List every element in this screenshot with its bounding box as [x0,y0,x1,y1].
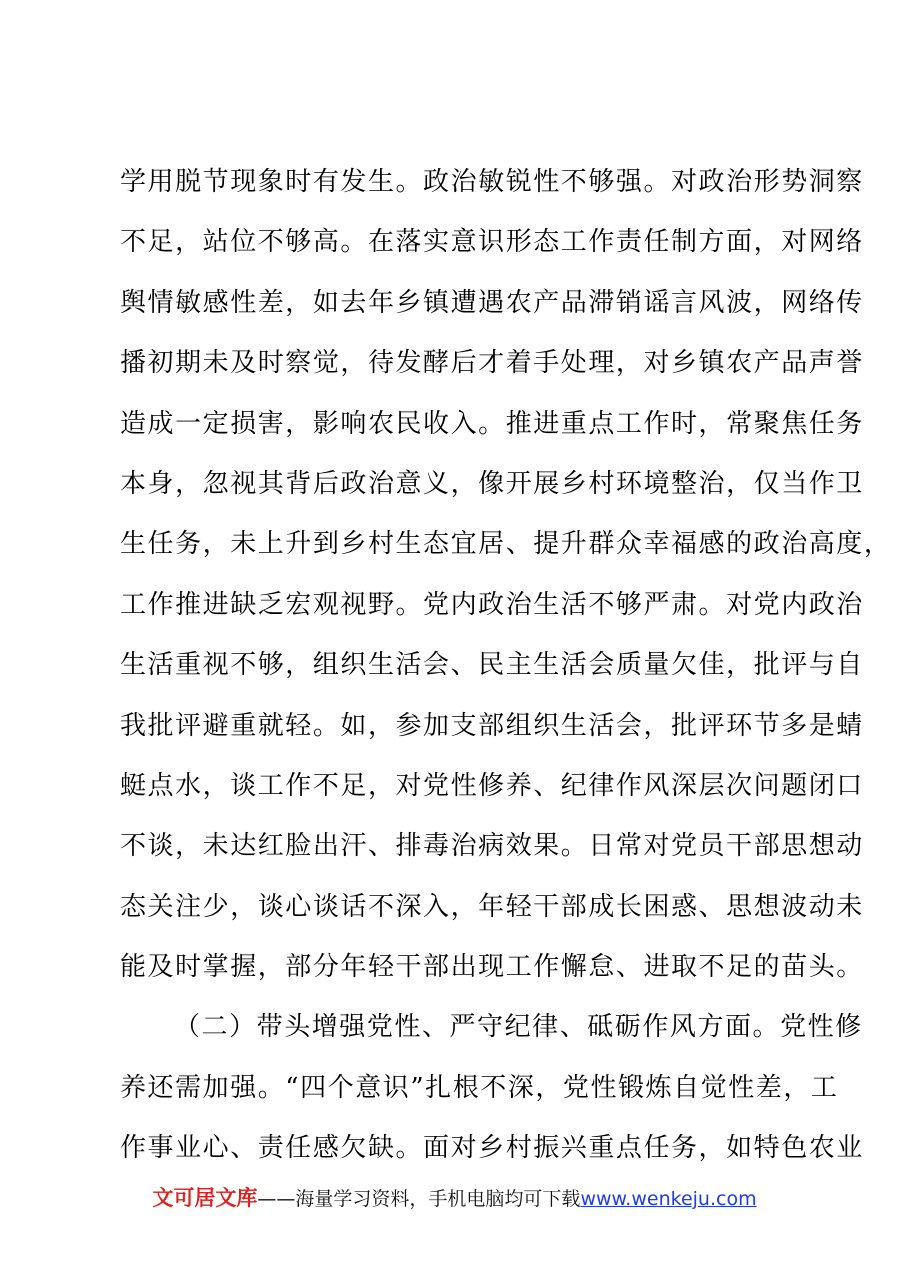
text-line-16: 养还需加强。“四个意识”扎根不深，党性锻炼自觉性差，工 [120,1072,839,1103]
page-footer [0,1182,909,1212]
text-line-2: 不足，站位不够高。在落实意识形态工作责任制方面，对网络 [120,227,864,258]
text-line-6: 本身，忽视其背后政治意义，像开展乡村环境整治，仅当作卫 [120,468,864,499]
text-line-8: 工作推进缺乏宏观视野。党内政治生活不够严肃。对党内政治 [120,589,864,620]
text-line-12: 不谈，未达红脸出汗、排毒治病效果。日常对党员干部思想动 [120,831,864,862]
text-line-5: 造成一定损害，影响农民收入。推进重点工作时，常聚焦任务 [120,408,864,439]
footer-tagline: ——海量学习资料，手机电脑均可下载 [257,1188,581,1210]
section-heading-line: （二）带头增强党性、严守纪律、砥砺作风方面。党性修 [174,1012,863,1043]
text-line-9: 生活重视不够，组织生活会、民主生活会质量欠佳，批评与自 [120,650,864,681]
text-line-4: 播初期未及时察觉，待发酵后才着手处理，对乡镇农产品声誉 [120,348,864,379]
text-line-1: 学用脱节现象时有发生。政治敏锐性不够强。对政治形势洞察 [120,167,864,197]
footer-brand: 文可居文库 [152,1186,258,1210]
text-line-7: 生任务，未上升到乡村生态宜居、提升群众幸福感的政治高度， [120,529,892,560]
text-line-13: 态关注少，谈心谈话不深入，年轻干部成长困惑、思想波动未 [120,891,864,922]
text-line-14: 能及时掌握，部分年轻干部出现工作懈怠、进取不足的苗头。 [120,952,864,983]
document-body [120,152,892,1179]
text-line-11: 蜓点水，谈工作不足，对党性修养、纪律作风深层次问题闭口 [120,770,864,801]
footer-url-link[interactable]: www.wenkeju.com [580,1188,757,1210]
text-line-10: 我批评避重就轻。如，参加支部组织生活会，批评环节多是蜻 [120,710,864,741]
text-line-3: 舆情敏感性差，如去年乡镇遭遇农产品滞销谣言风波，网络传 [120,287,864,318]
text-line-17: 作事业心、责任感欠缺。面对乡村振兴重点任务，如特色农业 [120,1133,864,1164]
